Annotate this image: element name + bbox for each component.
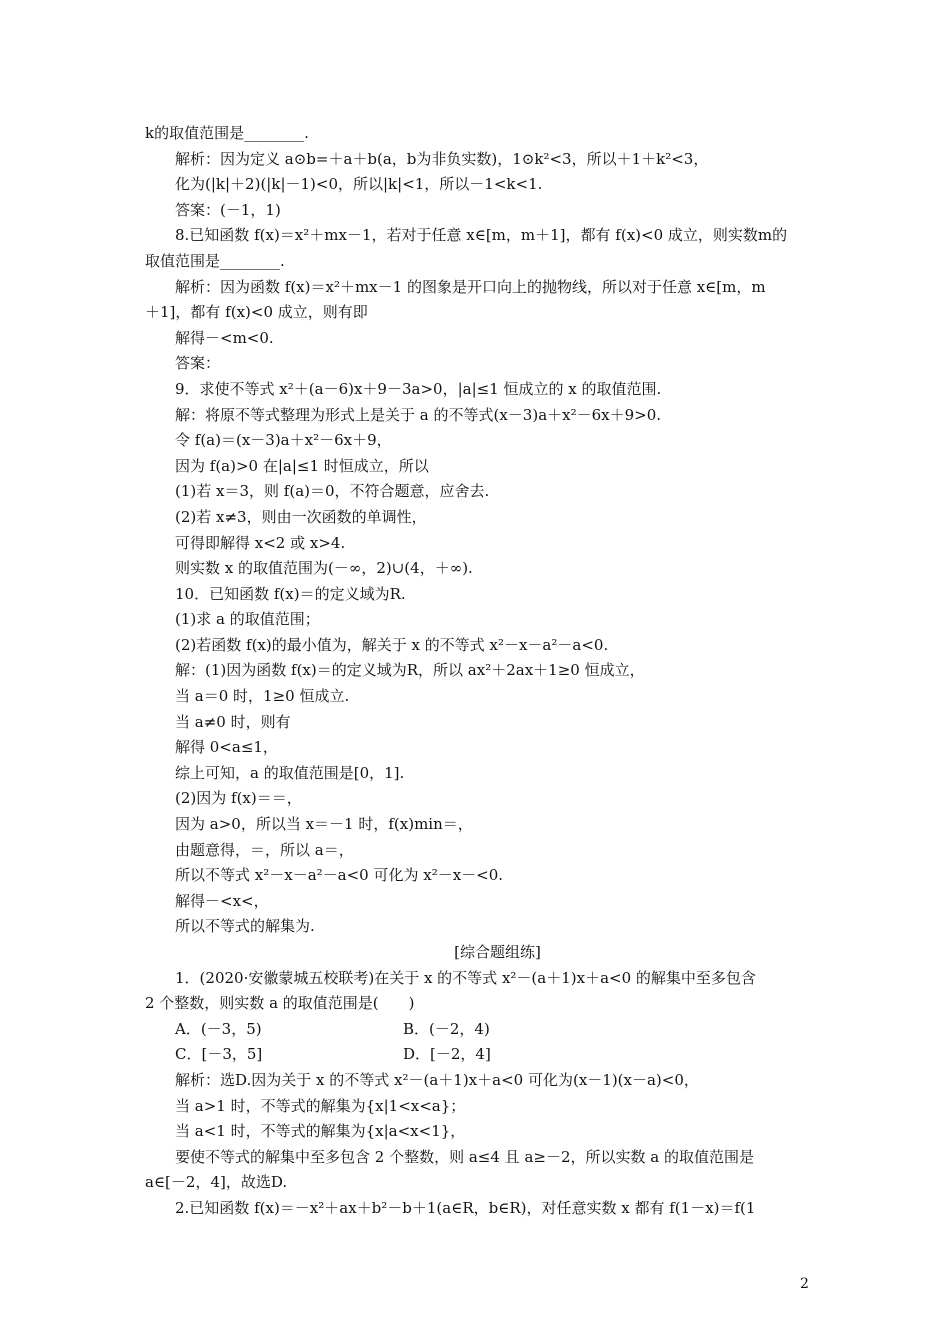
document-body bbox=[145, 121, 810, 1222]
text-line: 当 a>1 时，不等式的解集为{x|1<x<a}； bbox=[175, 1096, 466, 1115]
text-line: 由题意得，＝，所以 a＝， bbox=[175, 840, 354, 859]
text-line: 9．求使不等式 x²＋(a－6)x＋9－3a>0，|a|≤1 恒成立的 x 的取值范围. bbox=[175, 379, 662, 398]
page-number: 2 bbox=[800, 1276, 809, 1292]
text-line: 答案：(－1，1) bbox=[175, 200, 281, 219]
text-line: 解：(1)因为函数 f(x)＝的定义域为R，所以 ax²＋2ax＋1≥0 恒成立， bbox=[175, 661, 645, 680]
section-title: [综合题组练] bbox=[454, 943, 541, 961]
question-1-block bbox=[145, 966, 810, 1017]
choice-option: B．(－2，4) bbox=[403, 1019, 490, 1038]
text-line: 当 a≠0 时，则有 bbox=[175, 712, 291, 731]
text-line: 令 f(a)＝(x－3)a＋x²－6x＋9， bbox=[175, 431, 392, 450]
text-line: 当 a<1 时，不等式的解集为{x|a<x<1}， bbox=[175, 1122, 466, 1141]
choice-row bbox=[145, 1042, 810, 1068]
text-line: 解析：因为定义 a⊙b=＋a＋b(a，b为非负实数)，1⊙k²<3，所以＋1＋k²<3， bbox=[175, 149, 709, 168]
choice-option: C．[－3，5] bbox=[175, 1045, 263, 1064]
text-line: 所以不等式 x²－x－a²－a<0 可化为 x²－x－<0. bbox=[175, 866, 504, 885]
text-line: 1．(2020·安徽蒙城五校联考)在关于 x 的不等式 x²－(a＋1)x＋a<0 的解集中至多包含 bbox=[175, 968, 756, 987]
text-line: 取值范围是________. bbox=[145, 251, 285, 270]
text-line: 解得－<x<， bbox=[175, 891, 269, 910]
text-line: 可得即解得 x<2 或 x>4. bbox=[175, 533, 346, 552]
text-line: (1)若 x＝3，则 f(a)＝0，不符合题意，应舍去. bbox=[175, 482, 490, 501]
text-line: (2)若函数 f(x)的最小值为，解关于 x 的不等式 x²－x－a²－a<0. bbox=[175, 635, 609, 654]
text-line: a∈[－2，4]，故选D. bbox=[145, 1173, 288, 1192]
text-line: k的取值范围是________. bbox=[145, 124, 309, 142]
text-line: 综上可知，a 的取值范围是[0，1]. bbox=[175, 763, 405, 782]
text-line: (1)求 a 的取值范围； bbox=[175, 610, 320, 629]
choice-option: D．[－2，4] bbox=[403, 1045, 491, 1064]
choices-block bbox=[145, 1017, 810, 1068]
text-line: (2)若 x≠3，则由一次函数的单调性， bbox=[175, 507, 427, 526]
text-line: 解得－<m<0. bbox=[175, 328, 274, 347]
text-line: 因为 f(a)>0 在|a|≤1 时恒成立，所以 bbox=[175, 456, 429, 475]
text-line: 则实数 x 的取值范围为(－∞，2)∪(4，＋∞). bbox=[175, 559, 473, 578]
text-line: 2.已知函数 f(x)＝－x²＋ax＋b²－b＋1(a∈R，b∈R)，对任意实数 x 都有 f(1－x)＝f(1 bbox=[175, 1198, 756, 1217]
text-line: (2)因为 f(x)＝＝， bbox=[175, 789, 302, 808]
choice-option: A．(－3，5) bbox=[175, 1019, 262, 1038]
text-line: 8.已知函数 f(x)＝x²＋mx－1，若对于任意 x∈[m，m＋1]，都有 f(x)<0 成立，则实数m的 bbox=[175, 226, 788, 245]
choice-row bbox=[145, 1017, 810, 1043]
text-line: 化为(|k|＋2)(|k|－1)<0，所以|k|<1，所以－1<k<1. bbox=[175, 175, 543, 194]
text-line: ＋1]，都有 f(x)<0 成立，则有即 bbox=[145, 303, 368, 322]
solution-block-2 bbox=[145, 1068, 810, 1222]
text-line: 当 a＝0 时，1≥0 恒成立. bbox=[175, 687, 350, 706]
text-line: 解：将原不等式整理为形式上是关于 a 的不等式(x－3)a＋x²－6x＋9>0. bbox=[175, 405, 662, 424]
text-line: 解得 0<a≤1， bbox=[175, 738, 278, 757]
text-line: 要使不等式的解集中至多包含 2 个整数，则 a≤4 且 a≥－2，所以实数 a 的取值范围是 bbox=[175, 1147, 754, 1166]
solution-block-1 bbox=[145, 121, 810, 940]
text-line: 解析：因为函数 f(x)＝x²＋mx－1 的图象是开口向上的抛物线，所以对于任意 x∈[m，m bbox=[175, 277, 766, 296]
text-line: 答案： bbox=[175, 354, 221, 373]
text-line: 10．已知函数 f(x)＝的定义域为R. bbox=[175, 584, 406, 603]
text-line: 解析：选D.因为关于 x 的不等式 x²－(a＋1)x＋a<0 可化为(x－1)(x－a)<0， bbox=[175, 1070, 699, 1089]
text-line: 2 个整数，则实数 a 的取值范围是( ) bbox=[145, 994, 415, 1013]
text-line: 所以不等式的解集为. bbox=[175, 917, 315, 936]
text-line: 因为 a>0，所以当 x＝－1 时，f(x)min＝， bbox=[175, 815, 473, 834]
